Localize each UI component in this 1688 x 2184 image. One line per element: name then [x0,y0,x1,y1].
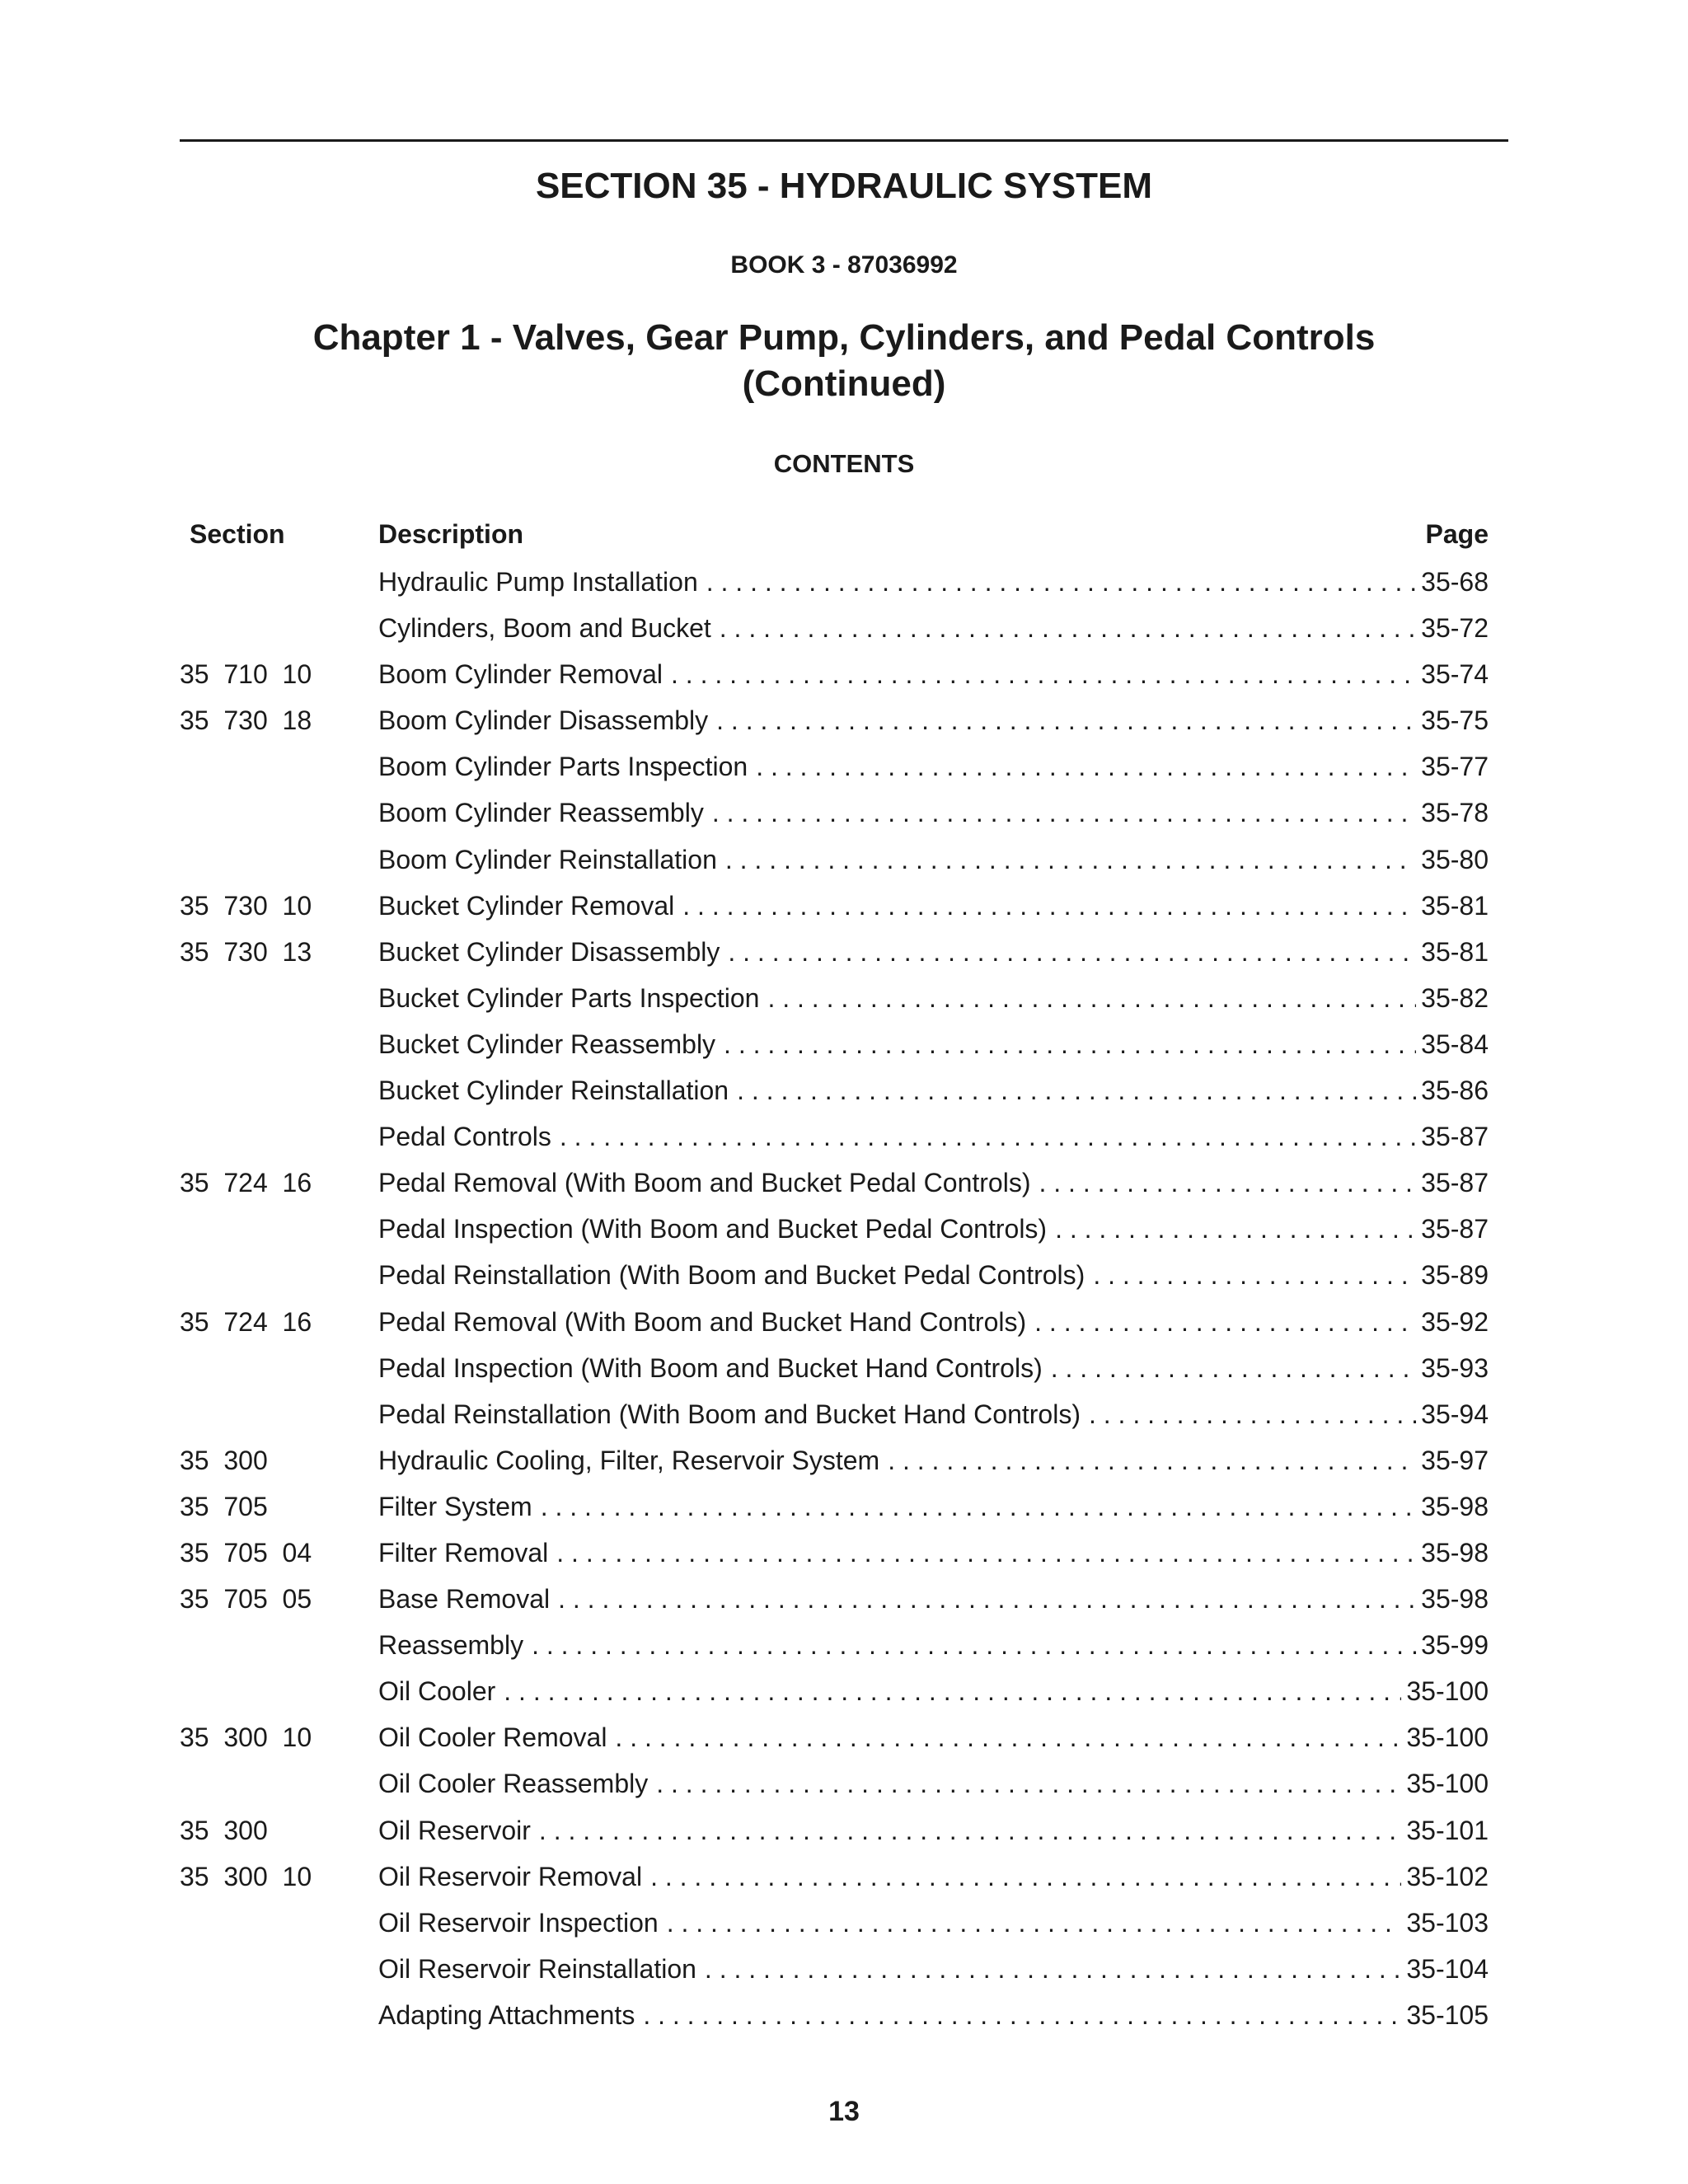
toc-entry-page: 35-78 [1421,798,1489,828]
toc-entry-line [378,704,1489,737]
dot-leader [737,1074,1416,1107]
dot-leader [541,1490,1416,1523]
dot-leader [615,1721,1401,1754]
toc-entry-page: 35-98 [1421,1584,1489,1615]
toc-entry-description: Pedal Reinstallation (With Boom and Bucket Hand Controls) [378,1399,1081,1429]
dot-leader [728,935,1416,968]
dot-leader [504,1675,1401,1708]
dot-leader [1034,1305,1416,1338]
dot-leader [1093,1258,1416,1291]
dot-leader [888,1444,1416,1477]
dot-leader [682,889,1416,922]
toc-entry-line [378,1120,1489,1153]
toc-entry-page: 35-89 [1421,1260,1489,1291]
toc-entry-description: Pedal Reinstallation (With Boom and Bucket Pedal Controls) [378,1260,1085,1291]
book-number: BOOK 3 - 87036992 [730,251,958,279]
toc-entry-page: 35-80 [1421,844,1489,874]
toc-entry-description: Reassembly [378,1630,524,1661]
toc-entry-page: 35-75 [1421,705,1489,736]
toc-entry [0,889,1688,935]
toc-entry-description: Hydraulic Pump Installation [378,567,698,597]
dot-leader [756,750,1416,783]
toc-entry-page: 35-68 [1421,567,1489,597]
toc-entry-page: 35-99 [1421,1630,1489,1661]
toc-entry-description: Pedal Removal (With Boom and Bucket Hand Controls) [378,1306,1027,1337]
toc-entry-section-code: 35 300 10 [180,1722,312,1753]
toc-entry [0,1258,1688,1305]
column-header-page: Page [1425,519,1489,549]
toc-entry-description: Bucket Cylinder Disassembly [378,936,720,967]
toc-entry-description: Oil Cooler Reassembly [378,1769,649,1799]
toc-entry-line [378,1258,1489,1291]
toc-entry-line [378,1536,1489,1569]
toc-entry-line [378,1305,1489,1338]
toc-entry [0,1999,1688,2045]
toc-entry-line [378,1629,1489,1661]
toc-entry-page: 35-74 [1421,659,1489,690]
toc-entry-line [378,1675,1489,1708]
toc-entry [0,750,1688,796]
toc-entry-line [378,1582,1489,1615]
dot-leader [725,843,1416,876]
toc-entry [0,1582,1688,1629]
toc-entry [0,1490,1688,1536]
toc-entry-page: 35-98 [1421,1491,1489,1521]
toc-entry [0,1166,1688,1212]
dot-leader [643,1999,1401,2032]
toc-entry-line [378,1906,1489,1939]
top-rule [180,139,1508,142]
toc-entry [0,565,1688,612]
toc-entry [0,982,1688,1028]
toc-entry-page: 35-81 [1421,936,1489,967]
toc-entry-description: Pedal Removal (With Boom and Bucket Pedal Controls) [378,1168,1031,1198]
toc-entry-description: Cylinders, Boom and Bucket [378,613,711,644]
toc-entry-page: 35-82 [1421,982,1489,1013]
toc-entry [0,1074,1688,1120]
toc-entry-description: Oil Reservoir Inspection [378,1907,659,1938]
dot-leader [724,1028,1416,1061]
toc-entry [0,1352,1688,1398]
toc-entry [0,1675,1688,1721]
chapter-title-line-2: (Continued) [742,363,946,404]
toc-entry-section-code: 35 710 10 [180,659,312,690]
toc-entry-description: Adapting Attachments [378,1999,635,2030]
toc-entry-description: Oil Cooler [378,1676,496,1707]
column-header-section: Section [190,519,285,549]
toc-entry-page: 35-77 [1421,752,1489,782]
toc-entry-line [378,843,1489,876]
dot-leader [706,565,1416,598]
dot-leader [656,1767,1401,1800]
section-title: SECTION 35 - HYDRAULIC SYSTEM [535,166,1153,206]
toc-entry [0,843,1688,889]
toc-entry-description: Filter System [378,1491,532,1521]
toc-entry-page: 35-84 [1421,1029,1489,1059]
toc-entry-description: Boom Cylinder Parts Inspection [378,752,748,782]
toc-entry [0,612,1688,658]
page-number: 13 [828,2096,860,2127]
dot-leader [767,982,1416,1015]
toc-entry-line [378,1074,1489,1107]
toc-entry-description: Oil Reservoir Removal [378,1861,643,1891]
toc-entry-page: 35-100 [1406,1769,1489,1799]
dot-leader [705,1952,1401,1985]
toc-entry-page: 35-92 [1421,1306,1489,1337]
toc-entry-line [378,935,1489,968]
toc-entry-description: Base Removal [378,1584,551,1615]
toc-entry [0,1444,1688,1490]
table-of-contents [0,565,1688,2045]
toc-entry-page: 35-87 [1421,1168,1489,1198]
toc-entry-description: Bucket Cylinder Parts Inspection [378,982,760,1013]
toc-entry [0,704,1688,750]
toc-entry-page: 35-94 [1421,1399,1489,1429]
toc-entry-description: Pedal Inspection (With Boom and Bucket Pedal Controls) [378,1214,1048,1244]
toc-entry [0,1212,1688,1258]
toc-entry-section-code: 35 730 13 [180,936,312,967]
dot-leader [1089,1398,1416,1431]
dot-leader [650,1860,1401,1893]
dot-leader [716,704,1416,737]
toc-entry-page: 35-98 [1421,1537,1489,1568]
toc-entry-line [378,1166,1489,1199]
toc-entry-page: 35-101 [1406,1815,1489,1845]
toc-entry-line [378,1952,1489,1985]
toc-entry-page: 35-86 [1421,1076,1489,1106]
toc-entry-section-code: 35 730 18 [180,705,312,736]
dot-leader [556,1536,1416,1569]
toc-entry-line [378,1444,1489,1477]
toc-entry-page: 35-87 [1421,1214,1489,1244]
dot-leader [532,1629,1416,1661]
toc-entry-section-code: 35 705 05 [180,1584,312,1615]
toc-entry-line [378,1028,1489,1061]
toc-entry [0,1814,1688,1860]
toc-entry-section-code: 35 300 [180,1445,268,1475]
toc-entry-line [378,1398,1489,1431]
toc-entry-line [378,1721,1489,1754]
toc-entry-section-code: 35 724 16 [180,1168,312,1198]
dot-leader [1039,1166,1416,1199]
chapter-title [0,315,1688,407]
toc-entry-description: Bucket Cylinder Reinstallation [378,1076,729,1106]
toc-entry-line [378,565,1489,598]
toc-entry-page: 35-72 [1421,613,1489,644]
column-header-description: Description [378,519,524,549]
toc-entry [0,1860,1688,1906]
toc-entry-line [378,1860,1489,1893]
toc-entry-description: Oil Reservoir [378,1815,531,1845]
toc-entry-section-code: 35 705 [180,1491,268,1521]
toc-entry-line [378,796,1489,829]
toc-entry-section-code: 35 724 16 [180,1306,312,1337]
toc-entry-page: 35-100 [1406,1722,1489,1753]
dot-leader [539,1814,1401,1847]
dot-leader [560,1120,1416,1153]
toc-entry [0,1028,1688,1074]
toc-entry [0,1906,1688,1952]
toc-entry [0,1629,1688,1675]
dot-leader [712,796,1416,829]
toc-entry-page: 35-102 [1406,1861,1489,1891]
toc-entry-page: 35-104 [1406,1953,1489,1984]
toc-entry [0,1398,1688,1444]
toc-entry [0,1305,1688,1352]
toc-entry-line [378,1814,1489,1847]
toc-entry [0,1120,1688,1166]
toc-entry [0,935,1688,982]
toc-entry-page: 35-93 [1421,1352,1489,1383]
toc-entry [0,796,1688,842]
toc-entry-line [378,1352,1489,1385]
dot-leader [667,1906,1402,1939]
toc-entry [0,1952,1688,1999]
toc-entry-line [378,612,1489,644]
toc-entry [0,1767,1688,1813]
toc-entry-page: 35-81 [1421,890,1489,921]
toc-entry-line [378,1490,1489,1523]
toc-entry-page: 35-97 [1421,1445,1489,1475]
toc-entry-description: Bucket Cylinder Reassembly [378,1029,716,1059]
toc-entry [0,1721,1688,1767]
toc-entry-line [378,889,1489,922]
dot-leader [558,1582,1416,1615]
toc-entry-description: Boom Cylinder Disassembly [378,705,709,736]
toc-entry [0,658,1688,704]
dot-leader [671,658,1416,691]
toc-entry-page: 35-87 [1421,1122,1489,1152]
toc-entry-description: Boom Cylinder Removal [378,659,663,690]
dot-leader [1051,1352,1416,1385]
toc-entry-description: Boom Cylinder Reinstallation [378,844,717,874]
toc-entry-page: 35-105 [1406,1999,1489,2030]
toc-entry-section-code: 35 300 10 [180,1861,312,1891]
chapter-title-line-1: Chapter 1 - Valves, Gear Pump, Cylinders, and Pedal Controls [312,317,1376,358]
toc-entry-section-code: 35 300 [180,1815,268,1845]
toc-entry-description: Pedal Inspection (With Boom and Bucket Hand Controls) [378,1352,1043,1383]
dot-leader [1055,1212,1416,1245]
toc-entry-section-code: 35 705 04 [180,1537,312,1568]
toc-entry-page: 35-100 [1406,1676,1489,1707]
contents-heading: CONTENTS [773,449,915,478]
toc-entry-line [378,658,1489,691]
dot-leader [720,612,1416,644]
toc-entry-description: Oil Cooler Removal [378,1722,607,1753]
toc-entry-description: Pedal Controls [378,1122,551,1152]
toc-entry-description: Filter Removal [378,1537,549,1568]
toc-entry-section-code: 35 730 10 [180,890,312,921]
toc-entry-description: Oil Reservoir Reinstallation [378,1953,696,1984]
toc-entry-line [378,1212,1489,1245]
toc-entry [0,1536,1688,1582]
toc-entry-page: 35-103 [1406,1907,1489,1938]
toc-entry-line [378,750,1489,783]
toc-entry-line [378,1999,1489,2032]
toc-entry-line [378,1767,1489,1800]
toc-entry-description: Bucket Cylinder Removal [378,890,675,921]
toc-entry-description: Hydraulic Cooling, Filter, Reservoir System [378,1445,880,1475]
toc-entry-description: Boom Cylinder Reassembly [378,798,704,828]
toc-entry-line [378,982,1489,1015]
